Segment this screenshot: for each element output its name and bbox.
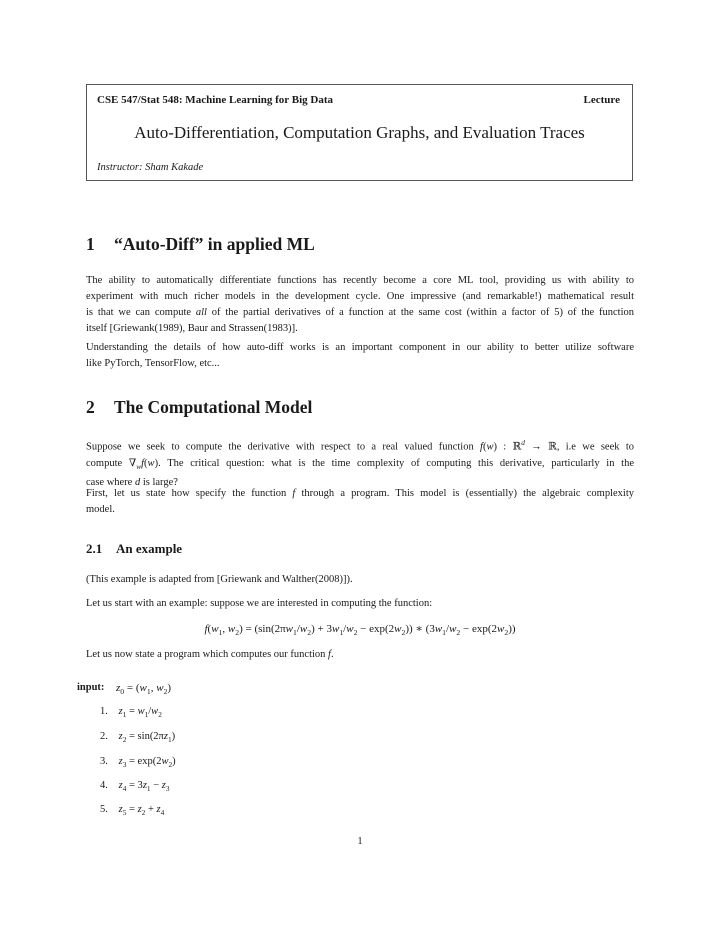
- text-line: Understanding the details of how auto-diff works is an important component in our ability to better utilize software: [86, 342, 634, 353]
- math-inline: f: [292, 488, 296, 499]
- section-1-paragraph-2: [86, 340, 634, 372]
- course-name: CSE 547/Stat 548: Machine Learning for Big Data: [97, 94, 333, 106]
- text-line: experiment with much richer models in the development cycle. One impressive (and remarkable!) mathematical result: [86, 291, 634, 302]
- subsection-paragraph: [86, 572, 634, 588]
- text-line: compute $\nabla_wf(w)$. The critical question: what is the time complexity of computing this derivative, particularly in the: [86, 457, 635, 471]
- section-number: 2: [86, 397, 95, 417]
- text-line: The ability to automatically differentiate functions has recently become a core ML tool, providing us with ability to: [86, 275, 634, 286]
- math-inline: $\nabla_wf(w)$: [128, 457, 159, 471]
- text-line: Suppose we seek to compute the derivative with respect to a real valued function f(w) : ℝ$^d$ → ℝ, i.e we seek to: [86, 438, 634, 453]
- program-input-label: input:: [77, 682, 105, 693]
- text-line: is that we can compute all of the partial derivatives of a function at the same cost (within a factor of 5) of the function: [86, 307, 634, 318]
- text-line: itself [Griewank(1989), Baur and Strassen(1983)].: [86, 323, 298, 334]
- section-2-paragraph-2: [86, 486, 634, 518]
- lecture-header-box: [86, 84, 633, 181]
- text-line: like PyTorch, TensorFlow, etc...: [86, 358, 220, 369]
- math-inline: d: [134, 476, 141, 488]
- section-1-heading: [86, 234, 315, 255]
- text-line: (This example is adapted from [Griewank and Walther(2008)]).: [86, 574, 353, 585]
- instructor-name: Instructor: Sham Kakade: [97, 162, 204, 173]
- subsection-number: 2.1: [86, 541, 103, 556]
- text-line: First, let us state how specify the function f through a program. This model is (essentially) the algebraic complexity: [86, 488, 634, 499]
- section-1-paragraph-1: [86, 273, 634, 337]
- program-step: 1. $z_1 = w_1/w_2$: [100, 706, 162, 720]
- program-step: 3. $z_3 = \exp(2w_2)$: [100, 756, 176, 770]
- page-number: 1: [357, 836, 363, 847]
- math-inline: f: [328, 649, 331, 660]
- section-number: 1: [86, 234, 95, 254]
- program-step: 4. $z_4 = 3z_1 - z_3$: [100, 780, 170, 794]
- text-line: Let us start with an example: suppose we are interested in computing the function:: [86, 598, 433, 609]
- display-equation: $f(w_1$, $w_2) = (\sin(2\pi w_1/w_2) + 3w_1/w_2 - \exp(2w_2))$ ∗ $(3w_1/w_2 - \exp(2w_2))$: [204, 623, 516, 638]
- program-step: 2. $z_2 = \sin(2\pi z_1)$: [100, 731, 176, 745]
- subsection-2-1-heading: [86, 541, 182, 557]
- section-title: The Computational Model: [114, 397, 313, 417]
- program-step: 5. $z_5 = z_2 + z_4$: [100, 804, 165, 818]
- subsection-paragraph: [86, 647, 634, 663]
- math-inline: f: [480, 441, 483, 453]
- program-input-expr: $z_0 = (w_1$, $w_2$): [116, 682, 172, 697]
- section-2-paragraph-1: [86, 435, 634, 491]
- section-2-heading: [86, 397, 312, 418]
- lecture-label: Lecture: [583, 94, 620, 106]
- section-title: “Auto-Diff” in applied ML: [114, 234, 315, 254]
- text-line: model.: [86, 504, 115, 515]
- subsection-paragraph: [86, 596, 634, 612]
- emphasis-all: all: [195, 307, 207, 318]
- text-line: case where d is large?: [86, 476, 178, 488]
- subsection-title: An example: [116, 541, 183, 556]
- lecture-title: Auto-Differentiation, Computation Graphs, and Evaluation Traces: [134, 123, 585, 142]
- text-line: Let us now state a program which computes our function f.: [86, 649, 334, 660]
